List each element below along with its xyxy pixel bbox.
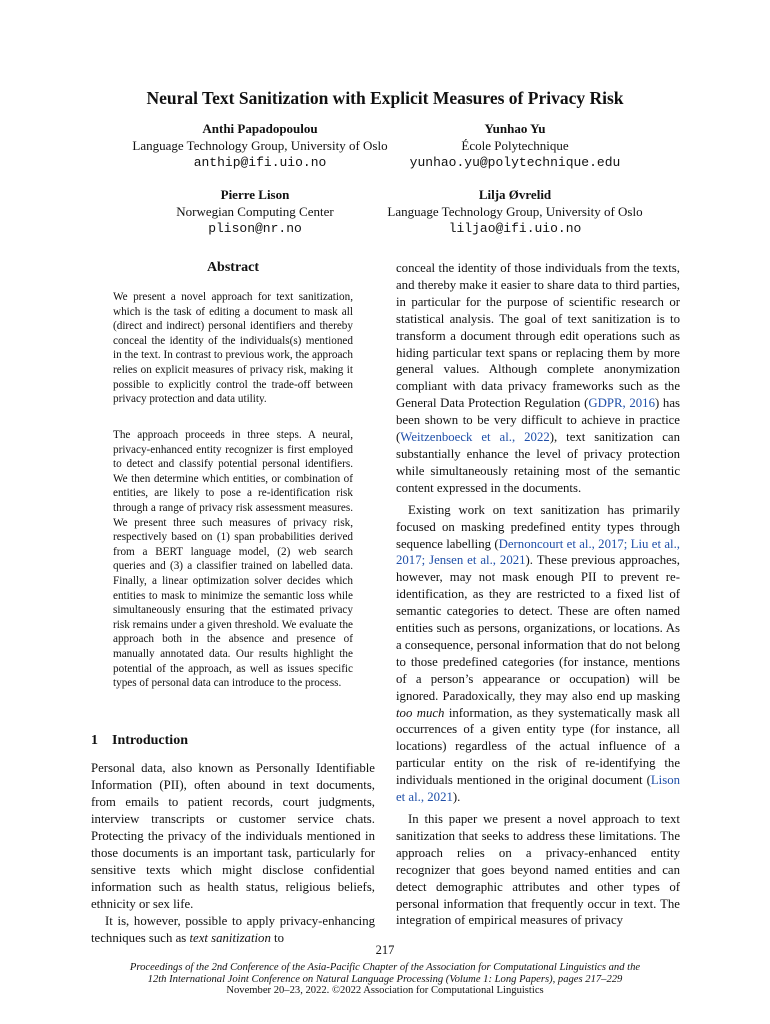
intro-paragraph-3 — [396, 260, 680, 497]
author-affiliation: Language Technology Group, University of Oslo — [132, 138, 388, 153]
proceedings-footer — [60, 962, 710, 997]
author-block-1 — [100, 120, 420, 171]
author-block-2 — [380, 120, 650, 171]
citation-link[interactable]: Weitzenboeck et al., 2022 — [400, 430, 550, 445]
intro-paragraph-5: In this paper we present a novel approach to text sanitization that seeks to address these limitations. The approach relies on a privacy-enhanced entity recognizer that goes beyond named entities and can detect demographic attributes and other types of personal information that frequently occur in text. The integration of empirical measures of privacy — [396, 812, 680, 928]
page-number: 217 — [375, 943, 395, 957]
citation-link[interactable]: Dernoncourt et al., 2017; Liu et al., 2017; Jensen et al., 2021 — [396, 536, 680, 568]
footer-line-2: 12th International Joint Conference on Natural Language Processing (Volume 1: Long Papers), pages 217–229 — [147, 973, 623, 985]
author-email: liljao@ifi.uio.no — [448, 221, 582, 236]
author-name: Lilja Øvrelid — [478, 187, 552, 202]
citation-link[interactable]: GDPR, 2016 — [588, 396, 655, 411]
intro-paragraph-2 — [91, 913, 375, 947]
author-block-4 — [355, 186, 675, 237]
text-run: information, as they systematically mask all occurrences of a given entity type (for instance, all locations) regardless of the actual influence of a particular entity on the risk of re-identifying the individuals mentioned in the original document ( — [396, 705, 680, 788]
footer-line-3: November 20–23, 2022. ©2022 Association for Computational Linguistics — [226, 985, 544, 997]
footer-line-1: Proceedings of the 2nd Conference of the Asia-Pacific Chapter of the Association for Computational Linguistics and the — [129, 962, 641, 973]
author-name: Pierre Lison — [220, 187, 290, 202]
emphasis-text: too much — [396, 705, 445, 720]
section-number: 1 — [91, 733, 98, 748]
text-run: to — [270, 931, 285, 945]
text-run: conceal the identity of those individuals from the texts, and thereby make it easier to share data to third parties, in particular for the purpose of scientific research or statistical analysis. The goal of text sanitization is to transform a document through edit operations such as hiding particular text spans or replacing them by more general values. Although complete anonymization compliant with data privacy frameworks such as the General Data Protection Regulation ( — [396, 261, 680, 411]
intro-left-column — [91, 760, 375, 947]
abstract-paragraph-1: We present a novel approach for text sanitization, which is the task of editing a document to mask all (direct and indirect) personal identifiers and thereby conceal the identity of the individuals(s) mentioned in the text. In contrast to previous work, the approach relies on explicit measures of privacy risk, making it possible to explicitly control the trade-off between privacy protection and data utility. — [113, 291, 353, 406]
text-run: ). — [452, 790, 461, 805]
intro-paragraph-4 — [396, 502, 680, 806]
intro-right-column — [396, 260, 680, 929]
author-affiliation: École Polytechnique — [461, 138, 569, 153]
author-name: Yunhao Yu — [484, 121, 546, 136]
section-heading-introduction — [91, 733, 188, 749]
text-run: ), text sanitization can substantially enhance the level of privacy protection while simultaneously retaining most of the semantic content expressed in the documents. — [396, 430, 681, 495]
citation-link[interactable]: Lison et al., 2021 — [396, 773, 680, 805]
author-email: yunhao.yu@polytechnique.edu — [409, 155, 621, 170]
section-title: Introduction — [112, 733, 188, 748]
text-run: ) has been shown to be very difficult to achieve in practice ( — [396, 396, 680, 445]
author-block-3 — [155, 186, 355, 237]
author-email: anthip@ifi.uio.no — [193, 155, 327, 170]
emphasis-text: text sanitization — [189, 931, 271, 945]
text-run: ). These previous approaches, however, may not mask enough PII to prevent re-identification, as they are restricted to a fixed list of semantic categories to detect. These are often named entities such as persons, organizations, or locations. As a consequence, personal information that do not belong to those predefined categories (for instance, mentions of a person’s appearance or occupation) will be ignored. Paradoxically, they may also end up masking — [396, 553, 680, 703]
abstract-heading: Abstract — [206, 260, 260, 275]
author-name: Anthi Papadopoulou — [202, 121, 318, 136]
text-run: Existing work on text sanitization has primarily focused on masking predefined entity types through sequence labelling ( — [396, 502, 680, 551]
author-email: plison@nr.no — [208, 221, 302, 236]
author-affiliation: Language Technology Group, University of Oslo — [387, 204, 643, 219]
text-run: It is, however, possible to apply privacy-enhancing techniques such as — [91, 914, 375, 945]
abstract-paragraph-2: The approach proceeds in three steps. A neural, privacy-enhanced entity recognizer is first employed to detect and classify potential personal identifiers. We then determine which entities, or combination of entities, are likely to pose a re-identification risk through a range of privacy risk assessment measures. We present three such measures of privacy risk, respectively based on (1) span probabilities derived from a BERT language model, (2) web search queries and (3) a classifier trained on labelled data. Finally, a linear optimization solver decides which entities to mask to minimize the semantic loss while simultaneously ensuring that the estimated privacy risk remains under a given threshold. We evaluate the approach both in the absence and presence of manually annotated data. Our results highlight the potential of the approach, as well as issues specific types of personal data can introduce to the process. — [113, 429, 353, 690]
intro-paragraph-1: Personal data, also known as Personally Identifiable Information (PII), often abound in text documents, from emails to patient records, court judgments, interview transcripts or customer service chats. Protecting the privacy of the individuals mentioned in those documents is an important task, particularly for sensitive texts which might disclose confidential information such as health status, religious beliefs, ethnicity or sex life. — [91, 761, 375, 911]
paper-title: Neural Text Sanitization with Explicit Measures of Privacy Risk — [146, 88, 624, 108]
author-affiliation: Norwegian Computing Center — [176, 204, 334, 219]
